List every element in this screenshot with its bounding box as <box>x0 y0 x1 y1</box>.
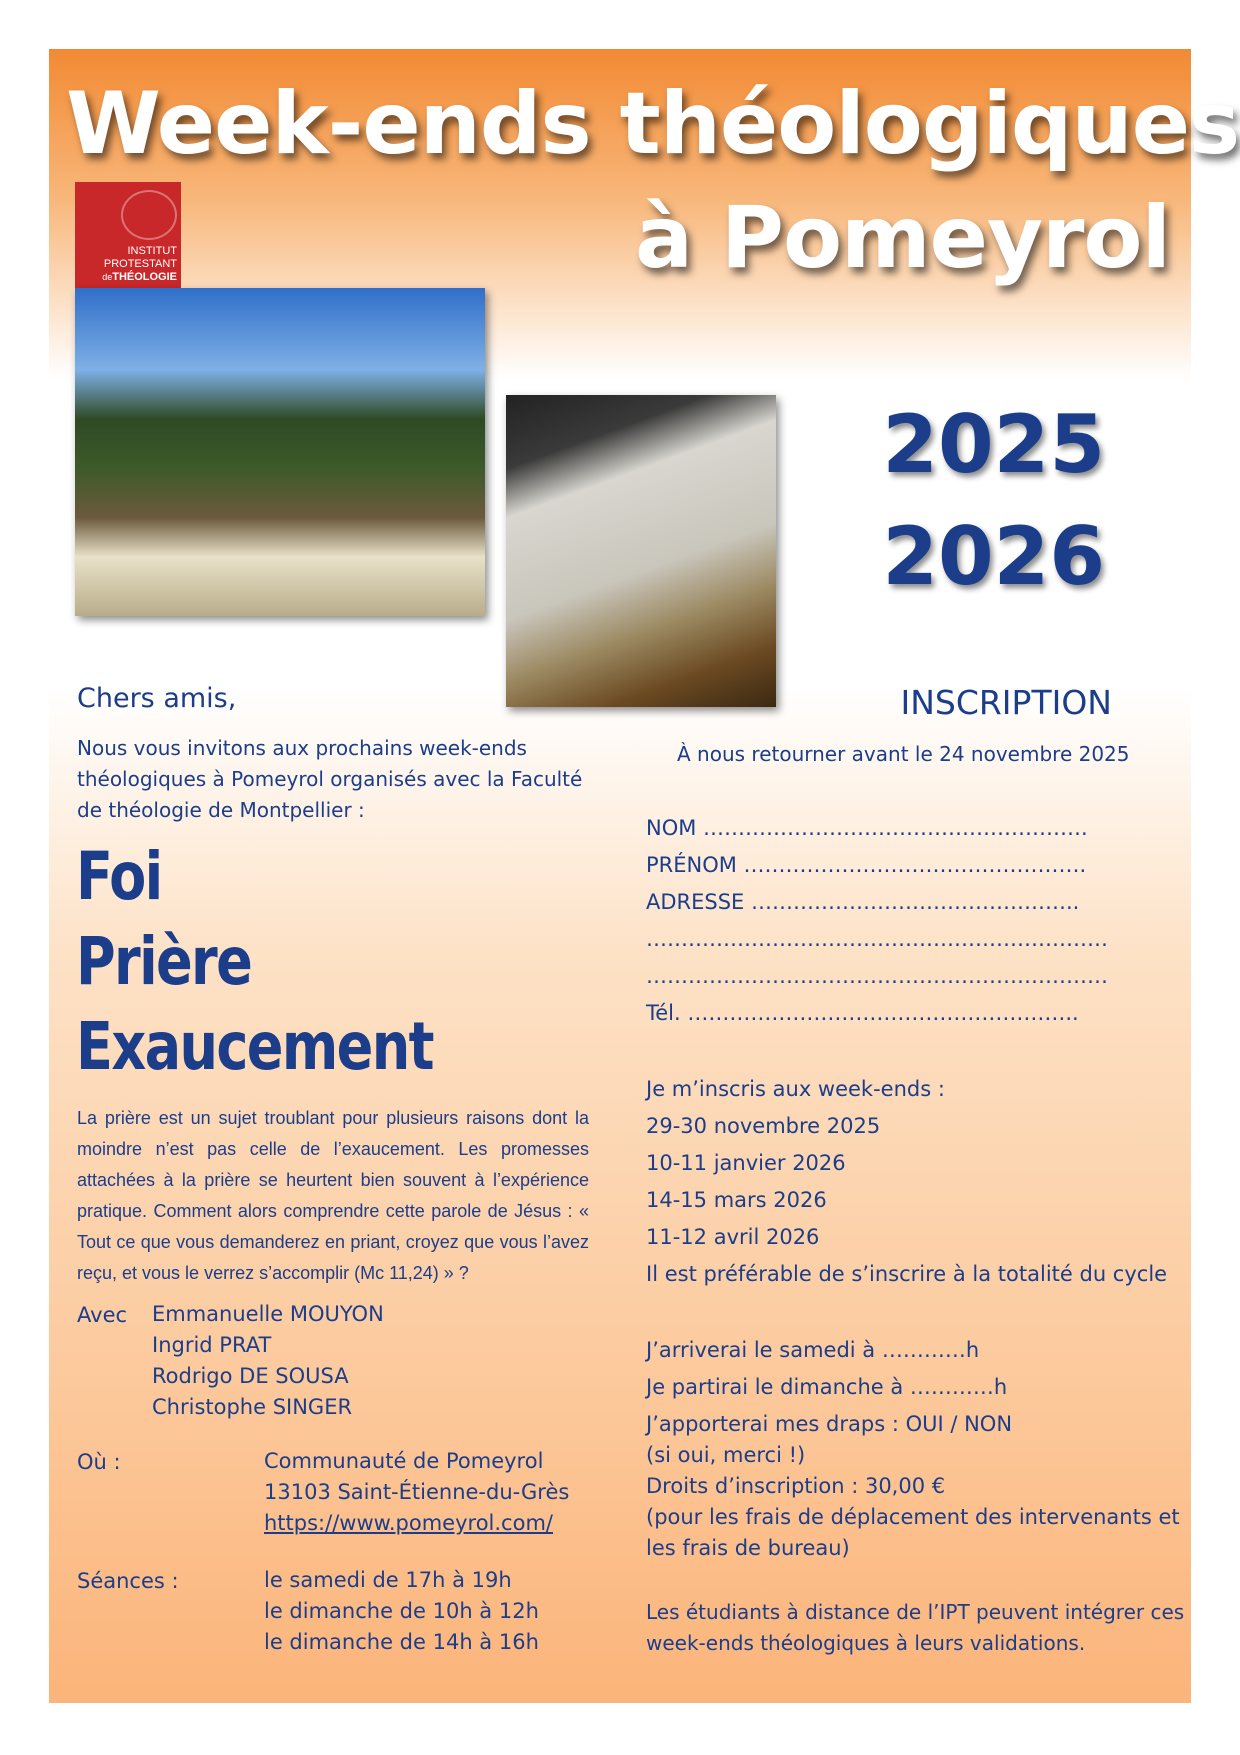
form-field-adresse-line2[interactable]: ………………………………………………………… <box>646 927 1108 951</box>
sessions-list <box>264 1565 539 1658</box>
form-field-adresse-line3[interactable]: ………………………………………………………… <box>646 964 1108 988</box>
sessions-label: Séances : <box>77 1569 179 1593</box>
theme-word-2: Prière <box>76 923 252 1000</box>
seal-icon <box>121 190 177 240</box>
form-field-prenom[interactable]: PRÉNOM …………………………………………. <box>646 853 1087 877</box>
where-label: Où : <box>77 1450 121 1474</box>
year-start: 2025 <box>882 398 1105 491</box>
logo-text-line1: INSTITUT <box>127 245 177 257</box>
theme-paragraph: La prière est un sujet troublant pour plusieurs raisons dont la moindre n’est pas celle de l’exaucement. Les promesses attachées à la prière se heurtent bien souvent à l’expérience pratique. Comment alors comprendre cette parole de Jésus : « Tout ce que vous demanderez en priant, croyez que vous l’avez reçu, et vous le verrez s’accomplir (Mc 11,24) » ? <box>77 1108 589 1283</box>
sheets-choice[interactable]: J’apporterai mes draps : OUI / NON <box>646 1412 1013 1436</box>
students-note: Les étudiants à distance de l’IPT peuvent intégrer ces week-ends théologiques à leurs validations. <box>646 1600 1185 1655</box>
ipt-logo <box>75 182 181 288</box>
with-label: Avec <box>77 1303 128 1327</box>
weekends-block <box>646 1071 1167 1293</box>
fee-block <box>646 1440 1180 1564</box>
theme-word-1: Foi <box>76 838 162 915</box>
theme-word-3: Exaucement <box>76 1008 433 1085</box>
cycle-note: Il est préférable de s’inscrire à la totalité du cycle <box>646 1262 1168 1286</box>
form-field-tel[interactable]: Tél. ……………………………………………….. <box>646 1001 1079 1025</box>
session-time: le dimanche de 14h à 16h <box>264 1630 539 1654</box>
departure-field[interactable]: Je partirai le dimanche à …………h <box>646 1375 1008 1399</box>
location <box>264 1446 569 1539</box>
speaker: Christophe SINGER <box>152 1395 353 1419</box>
weekend-date: 11-12 avril 2026 <box>646 1225 820 1249</box>
location-address: 13103 Saint-Étienne-du-Grès <box>264 1480 570 1504</box>
speakers-list <box>152 1299 384 1423</box>
weekend-date: 10-11 janvier 2026 <box>646 1151 846 1175</box>
weekends-label: Je m’inscris aux week-ends : <box>646 1077 945 1101</box>
logo-text-line2: PROTESTANT <box>103 258 177 270</box>
open-bible-photo <box>506 395 776 707</box>
weekend-date: 29-30 novembre 2025 <box>646 1114 881 1138</box>
form-field-adresse[interactable]: ADRESSE ……………………………………….. <box>646 890 1080 914</box>
form-field-nom[interactable]: NOM ………………………………………………. <box>646 816 1088 840</box>
registration-fee: Droits d’inscription : 30,00 € <box>646 1474 946 1498</box>
registration-form <box>646 810 1108 1032</box>
arrival-block <box>646 1332 1012 1443</box>
session-time: le dimanche de 10h à 12h <box>264 1599 539 1623</box>
deadline-text: À nous retourner avant le 24 novembre 2025 <box>677 742 1130 766</box>
website-link[interactable]: https://www.pomeyrol.com/ <box>264 1511 553 1535</box>
year-end: 2026 <box>882 510 1105 603</box>
fee-note: les frais de bureau) <box>646 1536 850 1560</box>
main-title-line1: Week-ends théologiques <box>66 74 1240 174</box>
intro-text: Nous vous invitons aux prochains week-ends théologiques à Pomeyrol organisés avec la Faculté de théologie de Montpellier : <box>77 736 583 822</box>
speaker: Rodrigo DE SOUSA <box>152 1364 349 1388</box>
location-name: Communauté de Pomeyrol <box>264 1449 544 1473</box>
logo-text-line3: deTHÉOLOGIE <box>102 271 177 283</box>
fee-note: (pour les frais de déplacement des intervenants et <box>646 1505 1180 1529</box>
weekend-date: 14-15 mars 2026 <box>646 1188 827 1212</box>
speaker: Ingrid PRAT <box>152 1333 272 1357</box>
arrival-field[interactable]: J’arriverai le samedi à …………h <box>646 1338 980 1362</box>
sheets-note: (si oui, merci !) <box>646 1443 806 1467</box>
greeting: Chers amis, <box>77 683 237 714</box>
session-time: le samedi de 17h à 19h <box>264 1568 512 1592</box>
pomeyrol-courtyard-photo <box>75 288 485 616</box>
main-title-line2: à Pomeyrol <box>634 188 1170 288</box>
speaker: Emmanuelle MOUYON <box>152 1302 384 1326</box>
inscription-heading: INSCRIPTION <box>900 683 1112 722</box>
